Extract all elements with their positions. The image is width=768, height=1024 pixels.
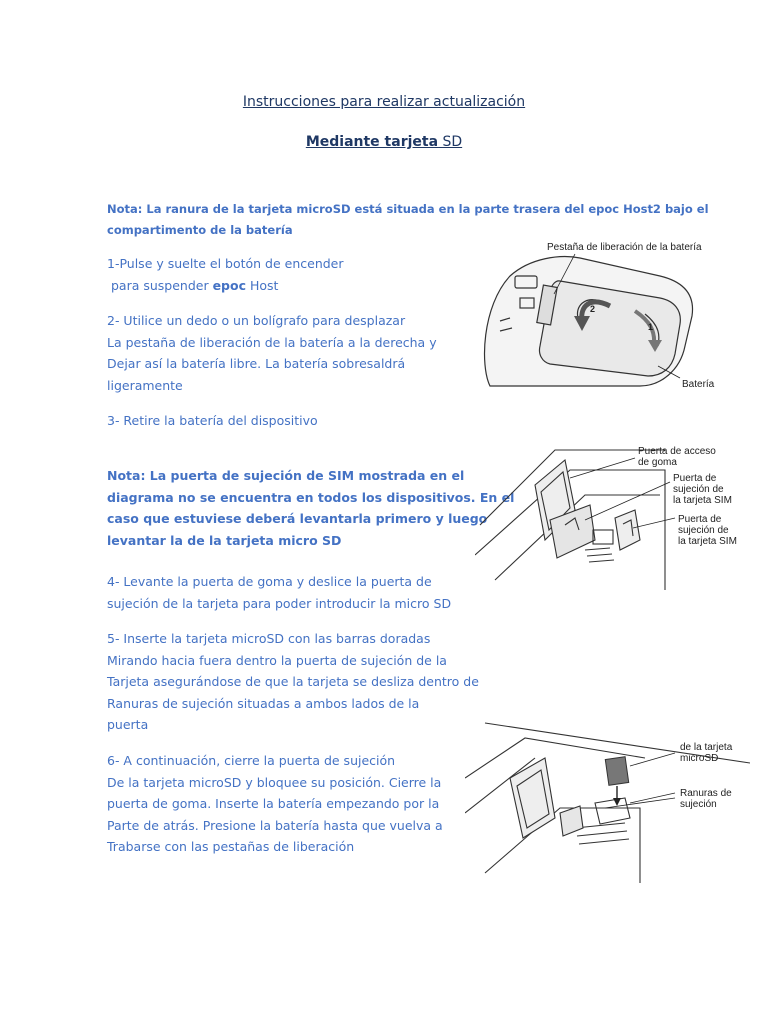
note-sim-door: Nota: La puerta de sujeción de SIM mostrada en el diagrama no se encuentra en todos los dispositivos. En el caso que estuviese deberá levantarla primero y luego levantar la de la tarjeta micro SD — [107, 468, 515, 548]
step-5: 5- Inserte la tarjeta microSD con las barras doradas Mirando hacia fuera dentro la puerta de sujeción de la Tarjeta asegurándose de que la tarjeta se desliza dentro de Ranuras de sujeción situadas a ambos lados de la puerta — [107, 631, 479, 732]
label-slots: Ranuras de sujeción — [680, 788, 732, 810]
note-microsd-location: Nota: La ranura de la tarjeta microSD está situada en la parte trasera del epoc Host2 bajo el compartimento de la batería — [107, 202, 709, 237]
label-microsd-card: de la tarjeta microSD — [680, 742, 733, 764]
step-1: 1-Pulse y suelte el botón de encender para suspender epoc Host — [107, 256, 344, 293]
subtitle-light: SD — [442, 134, 463, 150]
document-title: Instrucciones para realizar actualización — [242, 94, 526, 110]
figure-door-sim — [475, 440, 755, 590]
step-2: 2- Utilice un dedo o un bolígrafo para desplazar La pestaña de liberación de la batería a la derecha y Dejar así la batería libre. La batería sobresaldrá ligeramente — [107, 313, 437, 393]
label-rubber-door: Puerta de acceso de goma — [638, 446, 716, 468]
label-card-door: Puerta de sujeción de la tarjeta SIM — [673, 473, 732, 506]
marker-2: 2 — [590, 304, 596, 314]
step-3: 3- Retire la batería del dispositivo — [107, 413, 318, 428]
step-4: 4- Levante la puerta de goma y deslice la puerta de sujeción de la tarjeta para poder introducir la micro SD — [107, 574, 452, 611]
document-subtitle — [0, 134, 768, 150]
subtitle-bold: Mediante tarjeta — [305, 134, 439, 150]
label-battery-tab: Pestaña de liberación de la batería — [547, 242, 702, 253]
marker-1: 1 — [648, 322, 654, 332]
figure-battery-release — [470, 236, 740, 406]
label-battery: Batería — [682, 379, 715, 390]
step-6: 6- A continuación, cierre la puerta de sujeción De la tarjeta microSD y bloquee su posición. Cierre la puerta de goma. Inserte la batería empezando por la Parte de atrás. Presione la batería hasta que vuelva a Trabarse con las pestañas de liberación — [107, 753, 443, 854]
label-sim-door: Puerta de sujeción de la tarjeta SIM — [678, 514, 737, 547]
figure-microsd-insert — [465, 718, 750, 883]
